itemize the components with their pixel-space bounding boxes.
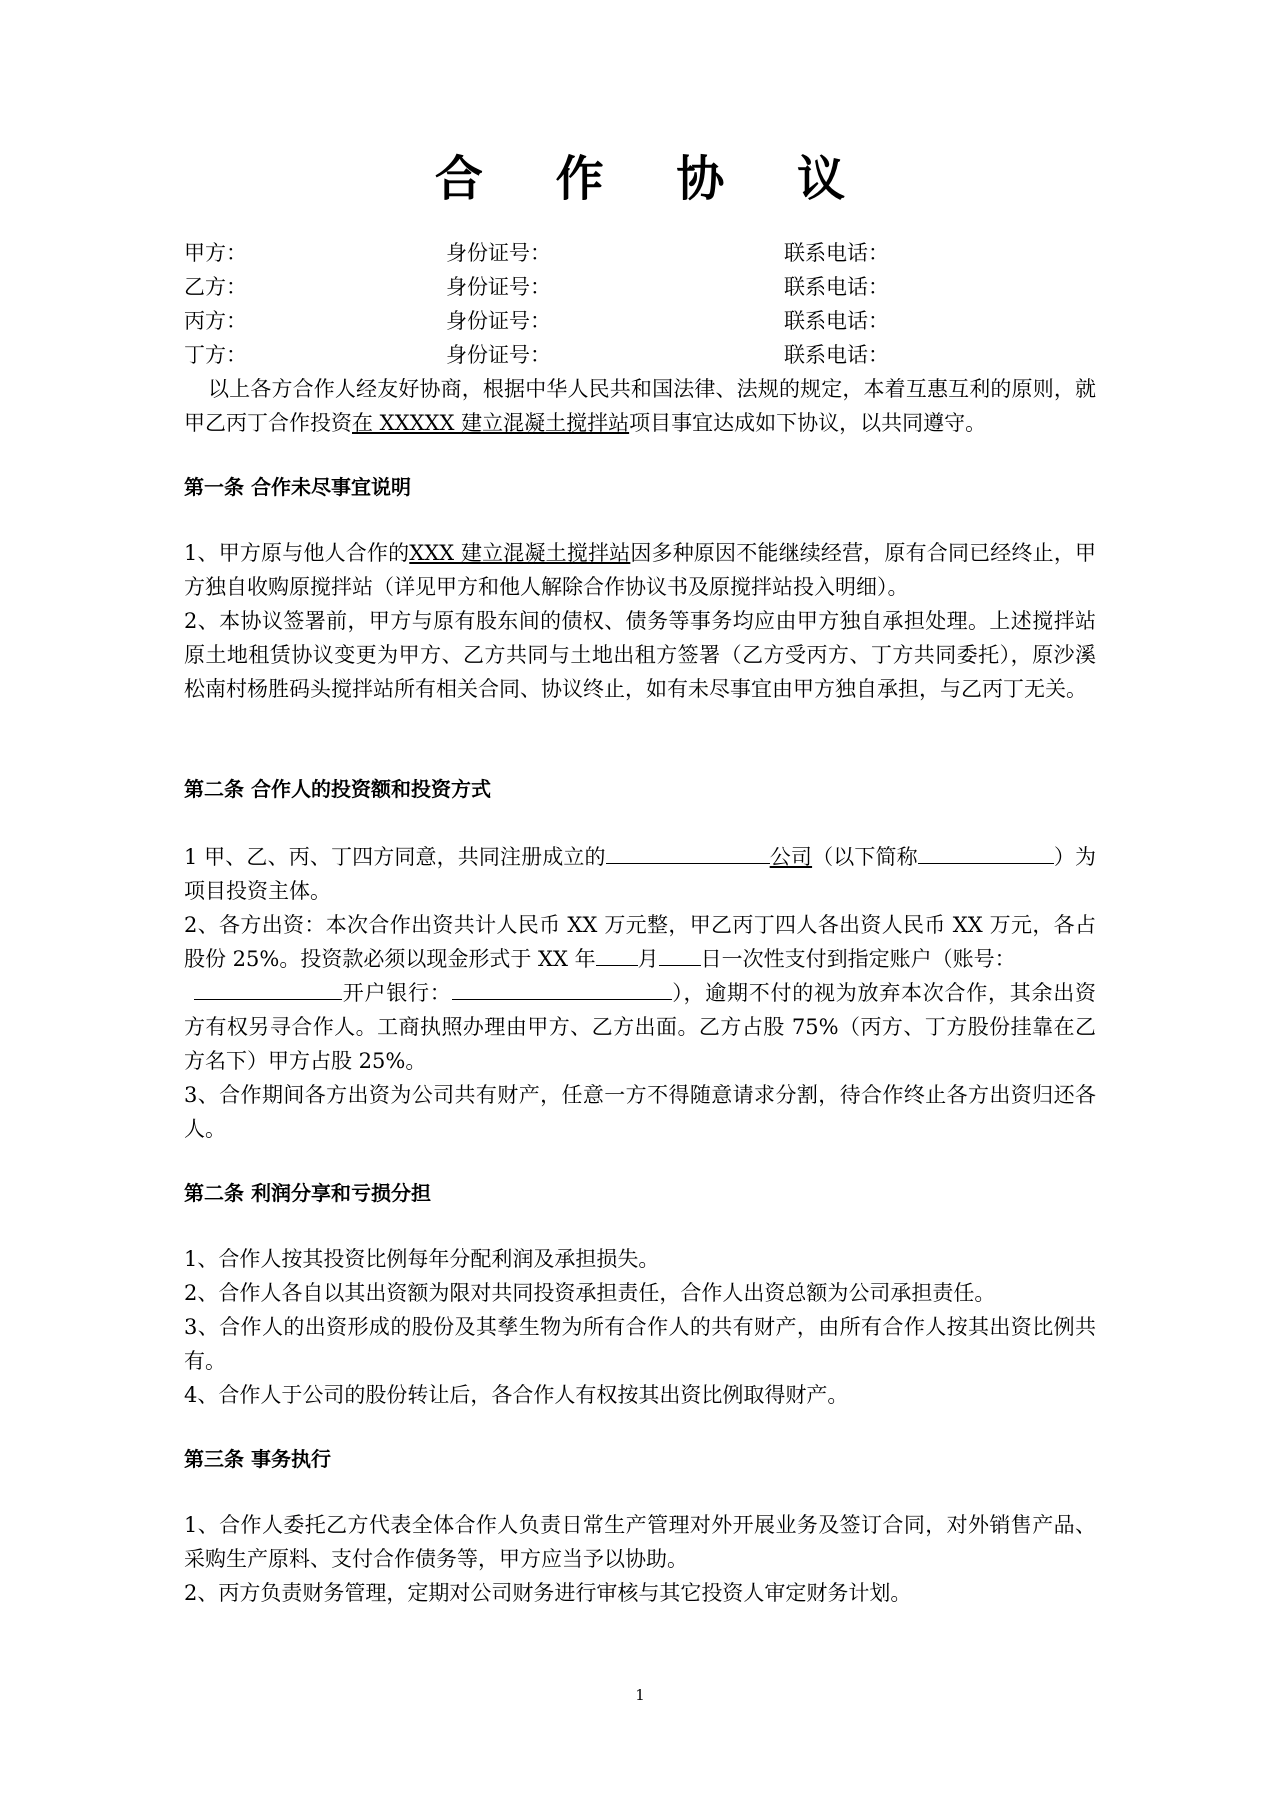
phone-label: 联系电话： (784, 343, 889, 367)
section-heading-3: 第二条 利润分享和亏损分担 (184, 1181, 431, 1205)
phone-label: 联系电话： (784, 309, 889, 333)
clause-3-1: 1、合作人按其投资比例每年分配利润及承担损失。 (184, 1247, 660, 1271)
section-heading-4: 第三条 事务执行 (184, 1447, 331, 1471)
clause-text: 1 甲、乙、丙、丁四方同意，共同注册成立的 (184, 845, 606, 869)
party-row-ding (184, 338, 1096, 372)
project-name: 在 XXXXX 建立混凝土搅拌站 (352, 411, 630, 435)
phone-label: 联系电话： (784, 241, 889, 265)
section-1-body (184, 536, 1096, 706)
section-3-body (184, 1242, 1096, 1412)
clause-3-3: 3、合作人的出资形成的股份及其孳生物为所有合作人的共有财产，由所有合作人按其出资比例共有。 (184, 1315, 1096, 1373)
party-name: 丁方： (184, 343, 247, 367)
company-name-blank[interactable] (606, 841, 770, 864)
company-word: 公司 (769, 845, 813, 869)
clause-text: ），逾期不付的视为放弃本次合作，其余出资方有权另寻合作人。工商执照办理由甲方、乙方出面。乙方占股 75%（丙方、丁方股份挂靠在乙方名下）甲方占股 25%。 (184, 981, 1096, 1073)
party-name: 乙方： (184, 275, 247, 299)
clause-3-4: 4、合作人于公司的股份转让后，各合作人有权按其出资比例取得财产。 (184, 1383, 849, 1407)
document-title: 合 作 协 议 (434, 151, 874, 207)
id-number-label: 身份证号： (446, 309, 551, 333)
clause-1-2: 2、本协议签署前，甲方与原有股东间的债权、债务等事务均应由甲方独自承担处理。上述搅拌站原土地租赁协议变更为甲方、乙方共同与土地出租方签署（乙方受丙方、丁方共同委托），原沙溪松南村杨胜码头搅拌站所有相关合同、协议终止，如有未尽事宜由甲方独自承担，与乙丙丁无关。 (184, 609, 1096, 701)
phone-label: 联系电话： (784, 275, 889, 299)
clause-text: 日一次性支付到指定账户（账号： (700, 947, 1016, 971)
party-row-jia (184, 236, 1096, 270)
account-number-blank[interactable] (194, 977, 342, 1000)
party-name: 甲方： (184, 241, 247, 265)
former-project-name: XXX 建立混凝土搅拌站 (409, 541, 631, 565)
clause-text: 开户银行： (342, 981, 452, 1005)
id-number-label: 身份证号： (446, 275, 551, 299)
section-heading-1: 第一条 合作未尽事宜说明 (184, 475, 411, 499)
abbreviation-blank[interactable] (918, 841, 1054, 864)
clause-text: 1、甲方原与他人合作的 (184, 541, 410, 565)
page-number: 1 (635, 1686, 645, 1704)
party-row-bing (184, 304, 1096, 338)
month-blank[interactable] (596, 943, 638, 966)
clause-text: 2、各方出资：本次合作出资共计人民币 XX 万元整，甲乙丙丁四人各出资人民币 XX 万元，各占股份 25%。投资款必须以现金形式于 XX 年 (184, 913, 1096, 971)
clause-4-1: 1、合作人委托乙方代表全体合作人负责日常生产管理对外开展业务及签订合同，对外销售产品、采购生产原料、支付合作债务等，甲方应当予以协助。 (184, 1513, 1096, 1571)
clause-4-2: 2、丙方负责财务管理，定期对公司财务进行审核与其它投资人审定财务计划。 (184, 1581, 912, 1605)
id-number-label: 身份证号： (446, 343, 551, 367)
day-blank[interactable] (659, 943, 701, 966)
id-number-label: 身份证号： (446, 241, 551, 265)
clause-text: ）为项目投资主体。 (184, 845, 1097, 903)
section-4-body (184, 1508, 1096, 1610)
party-row-yi (184, 270, 1096, 304)
section-2-body (184, 840, 1096, 1146)
clause-text: 因多种原因不能继续经营，原有合同已经终止，甲方独自收购原搅拌站（详见甲方和他人解除合作协议书及原搅拌站投入明细）。 (184, 541, 1096, 599)
intro-text-end: 项目事宜达成如下协议，以共同遵守。 (629, 411, 987, 435)
section-heading-2: 第二条 合作人的投资额和投资方式 (184, 777, 491, 801)
bank-name-blank[interactable] (452, 977, 672, 1000)
intro-paragraph (184, 372, 1096, 440)
clause-2-3: 3、合作期间各方出资为公司共有财产，任意一方不得随意请求分割，待合作终止各方出资归还各人。 (184, 1083, 1096, 1141)
clause-3-2: 2、合作人各自以其出资额为限对共同投资承担责任，合作人出资总额为公司承担责任。 (184, 1281, 996, 1305)
clause-text: 月 (637, 947, 659, 971)
party-name: 丙方： (184, 309, 247, 333)
intro-text: 以上各方合作人经友好协商，根据中华人民共和国法律、法规的规定，本着互惠互利的原则，就甲乙丙丁合作投资 (184, 377, 1096, 435)
clause-text: （以下简称 (812, 845, 918, 869)
